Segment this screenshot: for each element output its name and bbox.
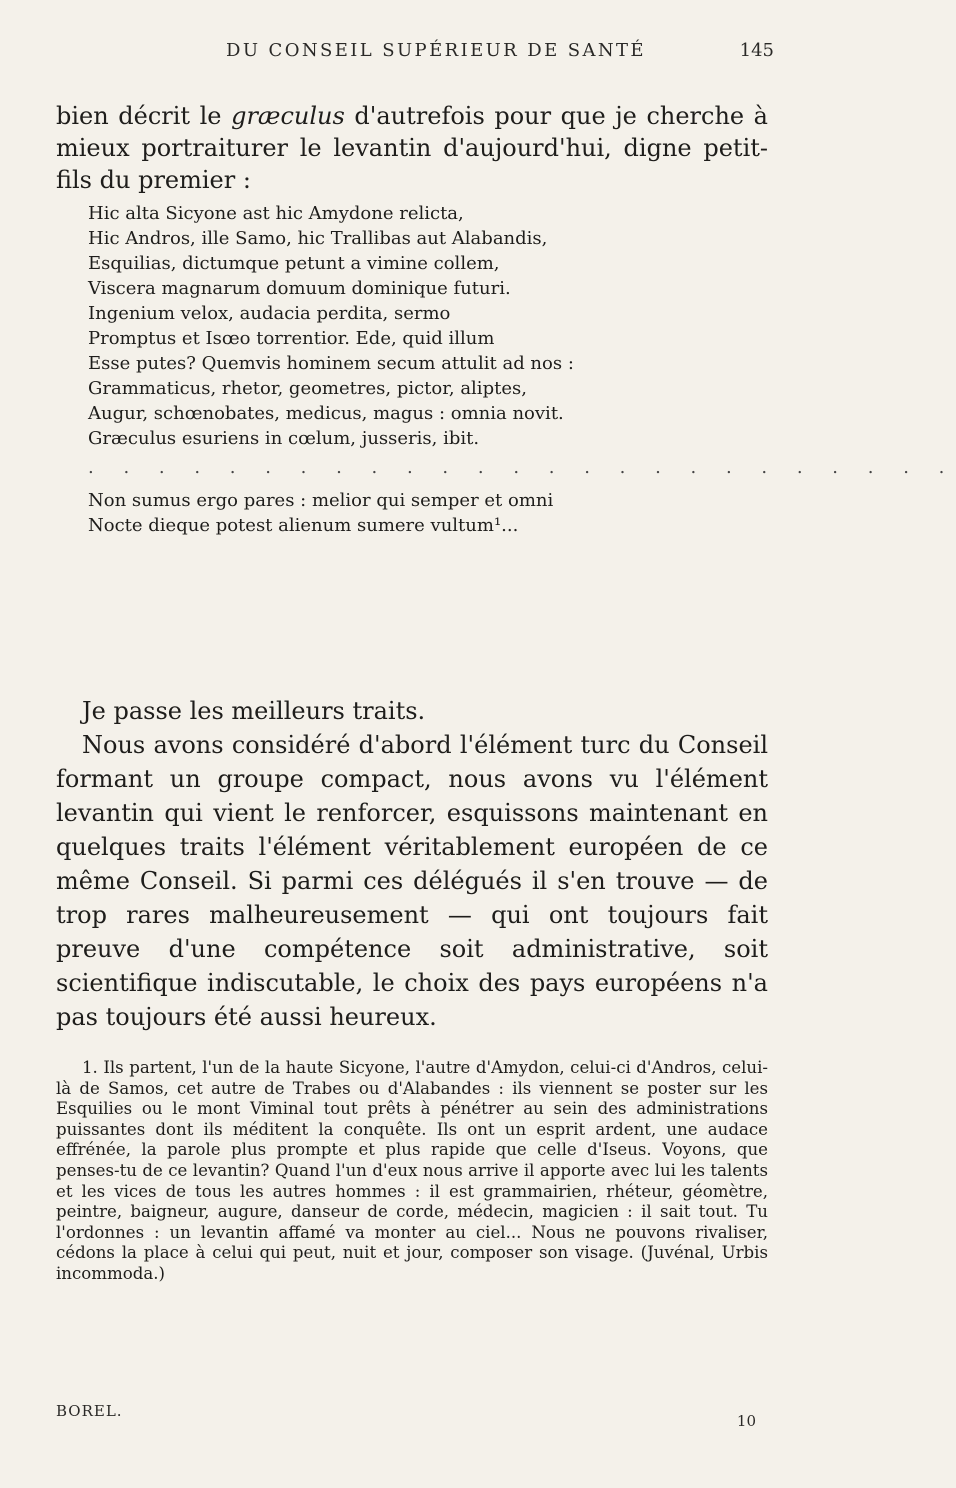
body-paragraph: Je passe les meilleurs traits. [82, 697, 426, 725]
verse-ellipsis: . . . . . . . . . . . . . . . . . . . . . . . . . [88, 457, 956, 478]
verse-line: Hic alta Sicyone ast hic Amydone relicta, [88, 203, 464, 224]
body-paragraph: Nous avons considéré d'abord l'élément turc du Conseil formant un groupe compact, nous avons vu l'élément levantin qui vient le renforcer, esquissons maintenant en quelques traits l'élément véritablement européen de ce même Conseil. Si parmi ces délégués il s'en trouve — de trop rares malheureusement — qui ont toujours fait preuve d'une compétence soit administrative, soit scientifique indiscutable, le choix des pays européens n'a pas toujours été aussi heureux. [56, 731, 768, 1031]
intro-paragraph [56, 100, 768, 196]
intro-italic-word: græculus [231, 102, 345, 130]
verse-line: Augur, schœnobates, medicus, magus : omnia novit. [88, 403, 564, 424]
latin-verse-quote [88, 201, 956, 538]
running-head [96, 40, 776, 61]
intro-text-after: d'autrefois pour que je cherche à mieux portraiturer le levantin d'aujourd'hui, digne petit-fils du premier : [56, 102, 768, 194]
verse-line: Ingenium velox, audacia perdita, sermo [88, 303, 451, 324]
footnote-text: 1. Ils partent, l'un de la haute Sicyone, l'autre d'Amydon, celui-ci d'Andros, celui-là de Samos, cet autre de Trabes ou d'Alabandes : ils viennent se poster sur les Esquilies ou le mont Viminal tout prêts à pénétrer au sein des administrations puissantes dont ils méditent la conquête. Ils ont un esprit ardent, une audace effrénée, la parole plus prompte et plus rapide que celle d'Iseus. Voyons, que penses-tu de ce levantin? Quand l'un d'eux nous arrive il apporte avec lui les talents et les vices de tous les autres hommes : il est grammairien, rhéteur, géomètre, peintre, baigneur, augure, danseur de corde, médecin, magicien : il sait tout. Tu l'ordonnes : un levantin affamé va monter au ciel... Nous ne pouvons rivaliser, cédons la place à celui qui peut, nuit et jour, composer son visage. (Juvénal, Urbis incommoda.) [56, 1058, 768, 1283]
page-number: 145 [739, 40, 774, 61]
verse-line: Non sumus ergo pares : melior qui semper et omni [88, 490, 554, 511]
verse-line: Grammaticus, rhetor, geometres, pictor, aliptes, [88, 378, 527, 399]
verse-line: Esse putes? Quemvis hominem secum attulit ad nos : [88, 353, 574, 374]
printer-signature: BOREL. [56, 1402, 123, 1420]
footnote [56, 1058, 768, 1285]
verse-line: Nocte dieque potest alienum sumere vultum¹... [88, 515, 519, 536]
verse-line: Esquilias, dictumque petunt a vimine collem, [88, 253, 500, 274]
verse-line: Hic Andros, ille Samo, hic Trallibas aut Alabandis, [88, 228, 548, 249]
verse-line: Promptus et Isœo torrentior. Ede, quid illum [88, 328, 495, 349]
running-title: DU CONSEIL SUPÉRIEUR DE SANTÉ [226, 40, 646, 61]
verse-line: Græculus esuriens in cœlum, jusseris, ibit. [88, 428, 480, 449]
sheet-number: 10 [736, 1412, 756, 1430]
intro-text-before: bien décrit le [56, 102, 232, 130]
body-text [56, 694, 768, 1034]
verse-line: Viscera magnarum domuum dominique futuri. [88, 278, 511, 299]
